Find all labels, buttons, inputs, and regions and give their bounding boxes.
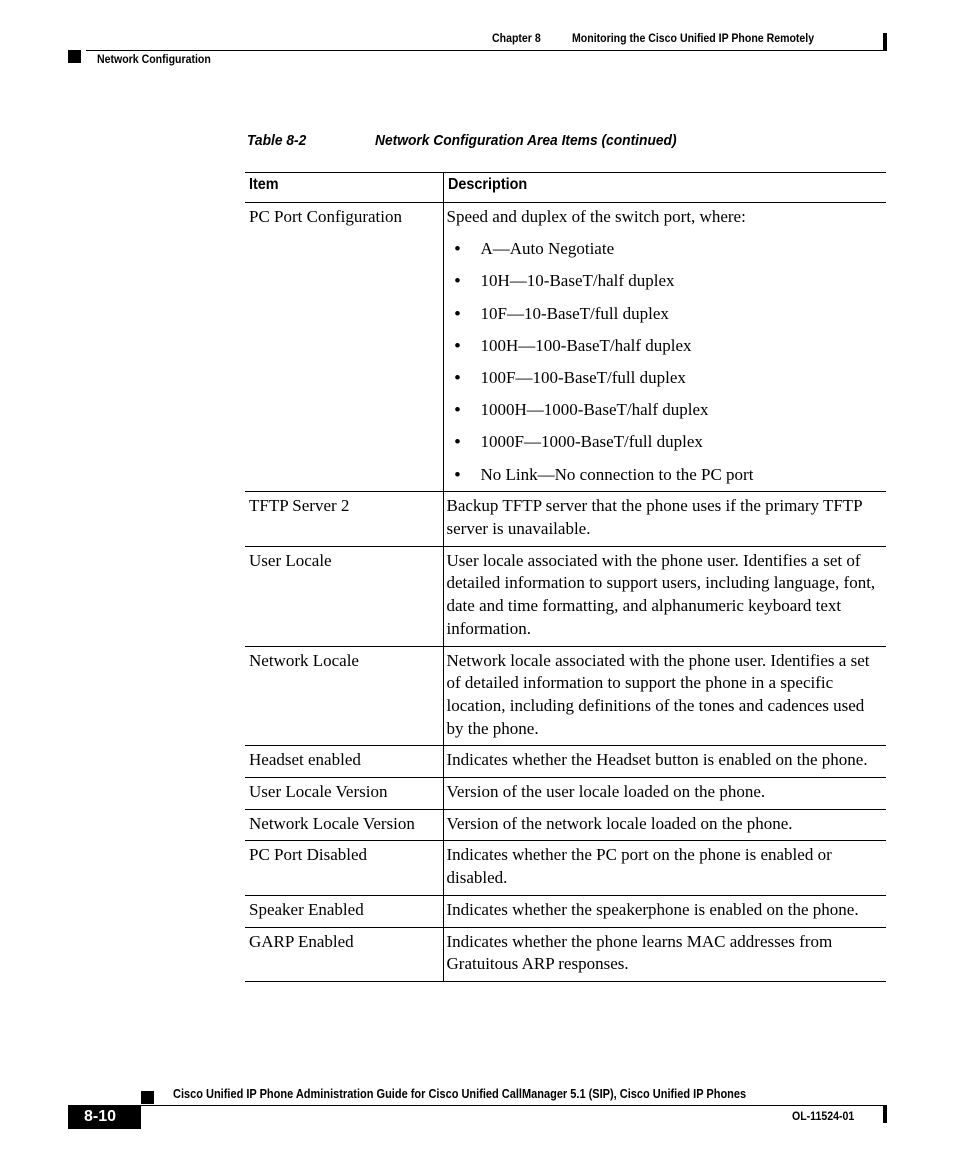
list-item: • 10H—10-BaseT/half duplex — [447, 270, 884, 293]
table-row — [245, 203, 886, 492]
table-row — [245, 809, 886, 841]
list-item: • 100F—100-BaseT/full duplex — [447, 367, 884, 390]
duplex-options-list — [447, 238, 884, 486]
network-configuration-table — [245, 172, 886, 982]
page-number: 8-10 — [68, 1105, 141, 1129]
table-row — [245, 895, 886, 927]
header-section-title: Network Configuration — [97, 52, 211, 66]
list-item: • 1000H—1000-BaseT/half duplex — [447, 399, 884, 422]
footer-square-marker — [141, 1091, 154, 1104]
header-rule — [86, 50, 887, 51]
column-header-description: Description — [443, 173, 886, 203]
table-row — [245, 646, 886, 746]
row-item: Headset enabled — [245, 746, 443, 778]
row-description: Network locale associated with the phone user. Identifies a set of detailed information to support the phone in a specific location, including definitions of the tones and cadences used by the phone. — [443, 646, 886, 746]
table-number: Table 8-2 — [247, 132, 307, 149]
table-title: Network Configuration Area Items (continued) — [375, 132, 677, 149]
row-item: User Locale Version — [245, 778, 443, 810]
row-description: Indicates whether the phone learns MAC addresses from Gratuitous ARP responses. — [443, 927, 886, 981]
row-description: Indicates whether the speakerphone is enabled on the phone. — [443, 895, 886, 927]
row-description-text: Speed and duplex of the switch port, where: — [446, 207, 746, 226]
row-description: Indicates whether the Headset button is enabled on the phone. — [443, 746, 886, 778]
footer-rule — [68, 1105, 887, 1106]
header-square-marker — [68, 50, 81, 63]
row-item: GARP Enabled — [245, 927, 443, 981]
row-item: Network Locale — [245, 646, 443, 746]
table-header-row — [245, 173, 886, 203]
column-header-item: Item — [245, 173, 443, 203]
list-item: • A—Auto Negotiate — [447, 238, 884, 261]
table-row — [245, 492, 886, 546]
row-item: PC Port Configuration — [245, 203, 443, 492]
table-row — [245, 746, 886, 778]
row-item: Speaker Enabled — [245, 895, 443, 927]
table-row — [245, 841, 886, 895]
row-description: Indicates whether the PC port on the phone is enabled or disabled. — [443, 841, 886, 895]
row-item: Network Locale Version — [245, 809, 443, 841]
row-item: TFTP Server 2 — [245, 492, 443, 546]
table-row — [245, 927, 886, 981]
list-item: • 10F—10-BaseT/full duplex — [447, 303, 884, 326]
footer-doc-number: OL-11524-01 — [792, 1109, 855, 1123]
row-description — [443, 203, 886, 492]
list-item: • 100H—100-BaseT/half duplex — [447, 335, 884, 358]
list-item: • 1000F—1000-BaseT/full duplex — [447, 431, 884, 454]
row-item: User Locale — [245, 546, 443, 646]
table-row — [245, 546, 886, 646]
row-description: Version of the network locale loaded on the phone. — [443, 809, 886, 841]
row-item: PC Port Disabled — [245, 841, 443, 895]
row-description: Version of the user locale loaded on the phone. — [443, 778, 886, 810]
header-chapter-number: Chapter 8 — [492, 31, 541, 45]
table-row — [245, 778, 886, 810]
list-item: • No Link—No connection to the PC port — [447, 464, 884, 487]
footer-guide-title: Cisco Unified IP Phone Administration Guide for Cisco Unified CallManager 5.1 (SIP), Cisco Unified IP Phones — [173, 1087, 747, 1101]
footer-edge-bar — [883, 1105, 887, 1123]
header-edge-bar — [883, 33, 887, 51]
row-description: User locale associated with the phone user. Identifies a set of detailed information to support users, including language, font, date and time formatting, and alphanumeric keyboard text information. — [443, 546, 886, 646]
header-chapter-title: Monitoring the Cisco Unified IP Phone Remotely — [572, 31, 815, 45]
row-description: Backup TFTP server that the phone uses if the primary TFTP server is unavailable. — [443, 492, 886, 546]
